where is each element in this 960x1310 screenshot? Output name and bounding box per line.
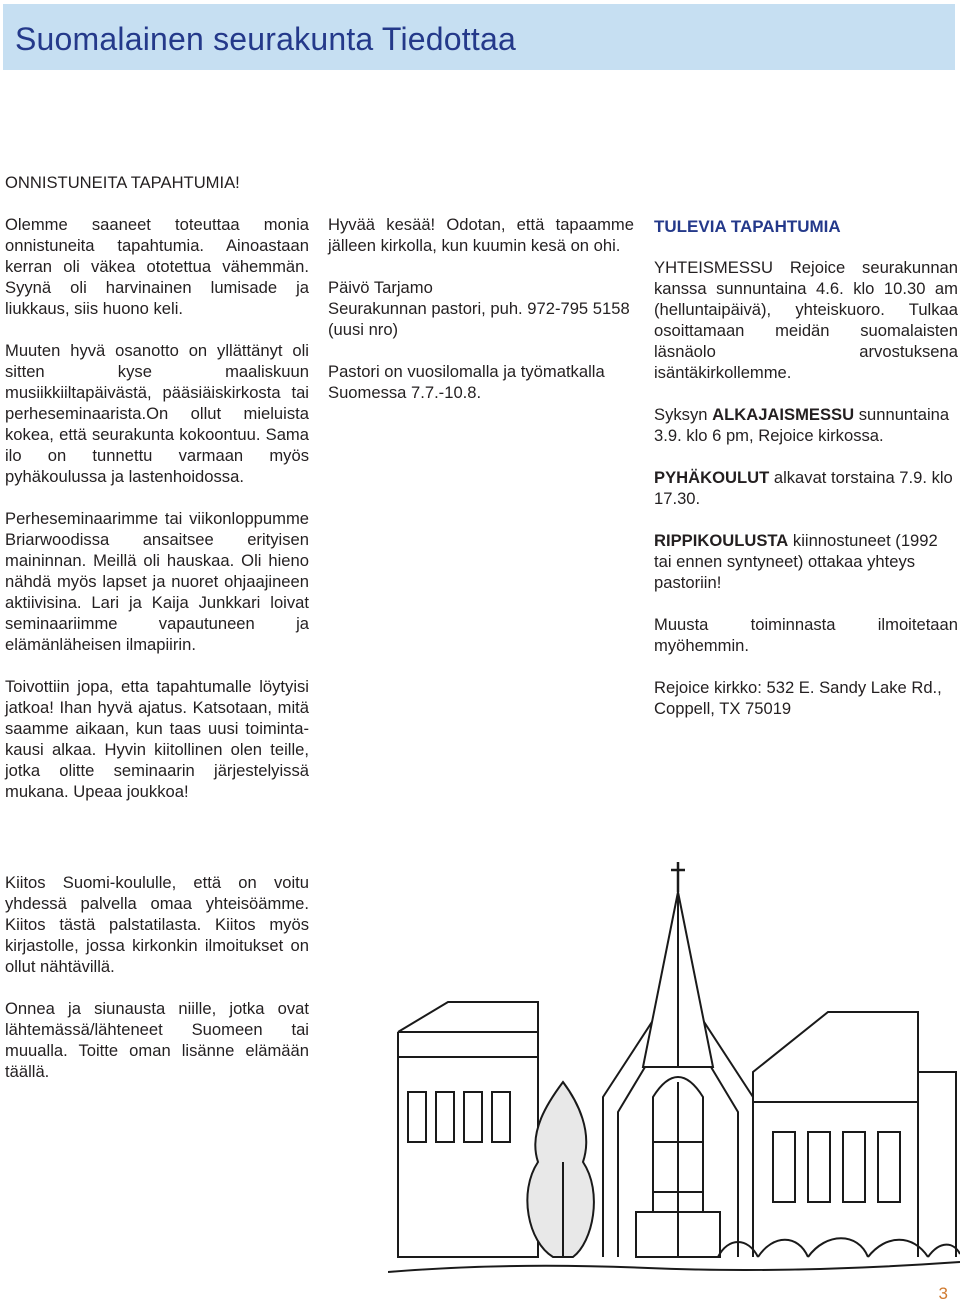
paragraph xyxy=(654,467,958,509)
paragraph: Pastori on vuosilomalla ja työmatkalla Suomessa 7.7.-10.8. xyxy=(328,362,605,402)
paragraph: Kiitos Suomi-koululle, että on voitu yhdessä palvella omaa yhteisöämme. Kiitos tästä palstatilasta. Kiitos myös kirjastolle, jossa kirkonkin ilmoitukset on ollut nähtävillä. xyxy=(5,873,309,976)
paragraph: YHTEISMESSU Rejoice seurakunnan kanssa sunnuntaina 4.6. klo 10.30 am (helluntaipäivä), yhteiskuoro. Tulkaa osoittamaan meidän suomalaisten läsnäolo arvostuksena isäntäkirkollemme. xyxy=(654,258,958,382)
church-illustration xyxy=(388,862,960,1280)
page-title: Suomalainen seurakunta Tiedottaa xyxy=(15,21,516,57)
paragraph: Onnea ja siunausta niille, jotka ovat lähtemässä/lähteneet Suomeen tai muualla. Toitte oman lisänne elämään täällä. xyxy=(5,999,309,1081)
section-heading-upcoming-events: TULEVIA TAPAHTUMIA xyxy=(654,217,841,236)
text: Syksyn xyxy=(654,405,713,424)
paragraph: Muusta toiminnasta ilmoitetaan myöhemmin. xyxy=(654,615,958,655)
paragraph: Muuten hyvä osanotto on yllättänyt oli sitten kyse maaliskuun musiikkiiltapäivästä, pääsiäiskirkosta tai perheseminaarista.On ollut mieluista kokea, että seurakunta kokoontuu. Sama ilo on tunnettu varmaan myös pyhäkoulussa ja lastenhoidossa. xyxy=(5,341,309,486)
column-2 xyxy=(328,214,634,424)
text: kiinnostuneet (1992 tai ennen syntyneet) ottakaa yhteys pastoriin! xyxy=(654,531,938,592)
keyword: RIPPIKOULUSTA xyxy=(654,531,789,550)
text: sunnuntaina 3.9. klo 6 pm, Rejoice kirkossa. xyxy=(654,405,950,445)
column-1 xyxy=(5,172,309,823)
page-number: 3 xyxy=(938,1284,948,1303)
page-header xyxy=(3,4,955,70)
section-heading-successful-events: ONNISTUNEITA TAPAHTUMIA! xyxy=(5,173,240,192)
paragraph xyxy=(654,404,958,446)
paragraph: Olemme saaneet toteuttaa monia onnistuneita tapahtumia. Ainoastaan kerran oli väkea ototettua vähemmän. Syynä oli harvinainen lumisade ja liukkaus, siis huono keli. xyxy=(5,215,309,318)
paragraph: Rejoice kirkko: 532 E. Sandy Lake Rd., Coppell, TX 75019 xyxy=(654,678,942,718)
paragraph: Perheseminaarimme tai viikonloppumme Briarwoodissa ansaitsee erityisen maininnan. Meillä oli hauskaa. Oli hieno nähdä myös lapset ja nuoret ohjaajineen aktiivisina. Lari ja Kaija Junkkari loivat seminaariimme vapautuneen ja elämänläheisen ilmapiirin. xyxy=(5,509,309,654)
text: alkavat torstaina 7.9. klo 17.30. xyxy=(654,468,953,508)
signature-name: Päivö Tarjamo xyxy=(328,278,433,297)
column-3 xyxy=(654,216,958,740)
column-1-bottom xyxy=(5,872,309,1103)
keyword: PYHÄKOULUT xyxy=(654,468,770,487)
paragraph: Hyvää kesää! Odotan, että tapaamme jälleen kirkolla, kun kuumin kesä on ohi. xyxy=(328,215,634,255)
signature xyxy=(328,277,634,340)
signature-role: Seurakunnan pastori, puh. 972-795 5158 (uusi nro) xyxy=(328,299,630,339)
paragraph: Toivottiin jopa, etta tapahtumalle löytyisi jatkoa! Ihan hyvä ajatus. Katsotaan, mitä saamme aikaan, kun taas uusi toiminta-kausi alkaa. Hyvin kiitollinen olen teille, jotka olitte seminaarin järjestelyissä mukana. Upeaa joukkoa! xyxy=(5,677,309,801)
keyword: ALKAJAISMESSU xyxy=(712,405,855,424)
paragraph xyxy=(654,530,958,593)
